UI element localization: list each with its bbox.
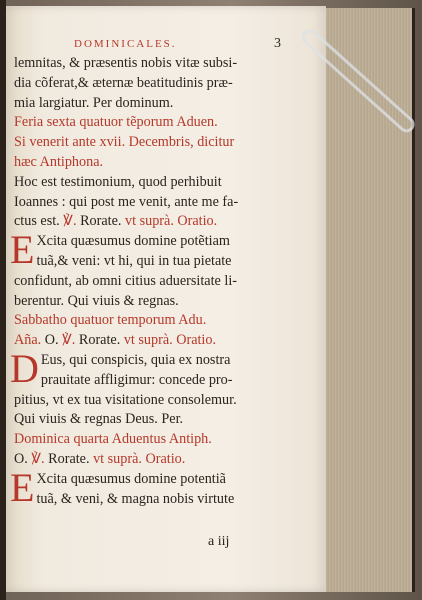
text-line-mixed xyxy=(14,331,290,351)
text-line: Qui viuis & regnas Deus. Per. xyxy=(14,411,184,428)
signature-mark: a iij xyxy=(208,534,230,549)
rubric-fragment: vt suprà. Oratio. xyxy=(125,213,218,230)
running-title: DOMINICALES. xyxy=(74,38,177,50)
text-fragment: Xcita quæsumus domine potentiã xyxy=(36,470,226,487)
text-fragment: Rorate. xyxy=(76,213,125,230)
versicle-sign: ℣. xyxy=(31,450,45,467)
text-line: prauitate affligimur: concede pro- xyxy=(40,371,233,388)
text-line: mia largiatur. Per dominum. xyxy=(14,94,174,111)
text-fragment: O. xyxy=(41,332,63,349)
text-line: Ioannes : qui post me venit, ante me fa- xyxy=(14,193,239,210)
text-line: dia cõferat,& æternæ beatitudinis præ- xyxy=(14,74,233,91)
initial-capital: E xyxy=(10,464,35,510)
text-line-mixed xyxy=(14,450,290,470)
text-fragment: O. xyxy=(14,450,32,467)
page-number: 3 xyxy=(274,36,281,51)
text-fragment: Xcita quæsumus domine potẽtiam xyxy=(36,233,230,250)
rubric-line: Sabbatho quatuor temporum Adu. xyxy=(14,312,207,329)
text-line: Hoc est testimonium, quod perhibuit xyxy=(14,173,222,190)
versicle-sign: ℣. xyxy=(63,213,77,230)
text-line: confidunt, ab omni citius aduersitate li- xyxy=(14,272,238,289)
text-fragment: Eus, qui conspicis, quia ex nostra xyxy=(40,351,231,368)
initial-capital: E xyxy=(10,227,35,273)
rubric-fragment: vt suprà. Oratio. xyxy=(93,450,186,467)
initial-capital: D xyxy=(10,345,39,391)
text-fragment: Rorate. xyxy=(75,332,124,349)
versicle-sign: ℣. xyxy=(62,332,76,349)
rubric-line: hæc Antiphona. xyxy=(14,153,104,170)
text-line: berentur. Qui viuis & regnas. xyxy=(14,292,179,309)
text-fragment: Rorate. xyxy=(44,450,94,467)
text-line-mixed xyxy=(14,212,290,232)
text-line: tuã, & veni, & magna nobis virtute xyxy=(36,490,235,507)
rubric-fragment: vt suprà. Oratio. xyxy=(123,332,217,349)
rubric-line: Dominica quarta Aduentus Antiph. xyxy=(14,431,212,448)
text-line: lemnitas, & præsentis nobis vitæ subsi- xyxy=(14,55,238,71)
text-fragment: ctus est. xyxy=(14,213,64,230)
page-text xyxy=(10,54,290,510)
rubric-line: Si venerit ante xvii. Decembris, dicitur xyxy=(14,134,235,151)
text-line: pitius, vt ex tua visitatione consolemur. xyxy=(14,391,237,408)
rubric-line: Feria sexta quatuor tẽporum Aduen. xyxy=(14,114,218,131)
text-line: tuã,& veni: vt hi, qui in tua pietate xyxy=(36,252,232,269)
rubric-fragment: Aña. xyxy=(14,332,42,349)
